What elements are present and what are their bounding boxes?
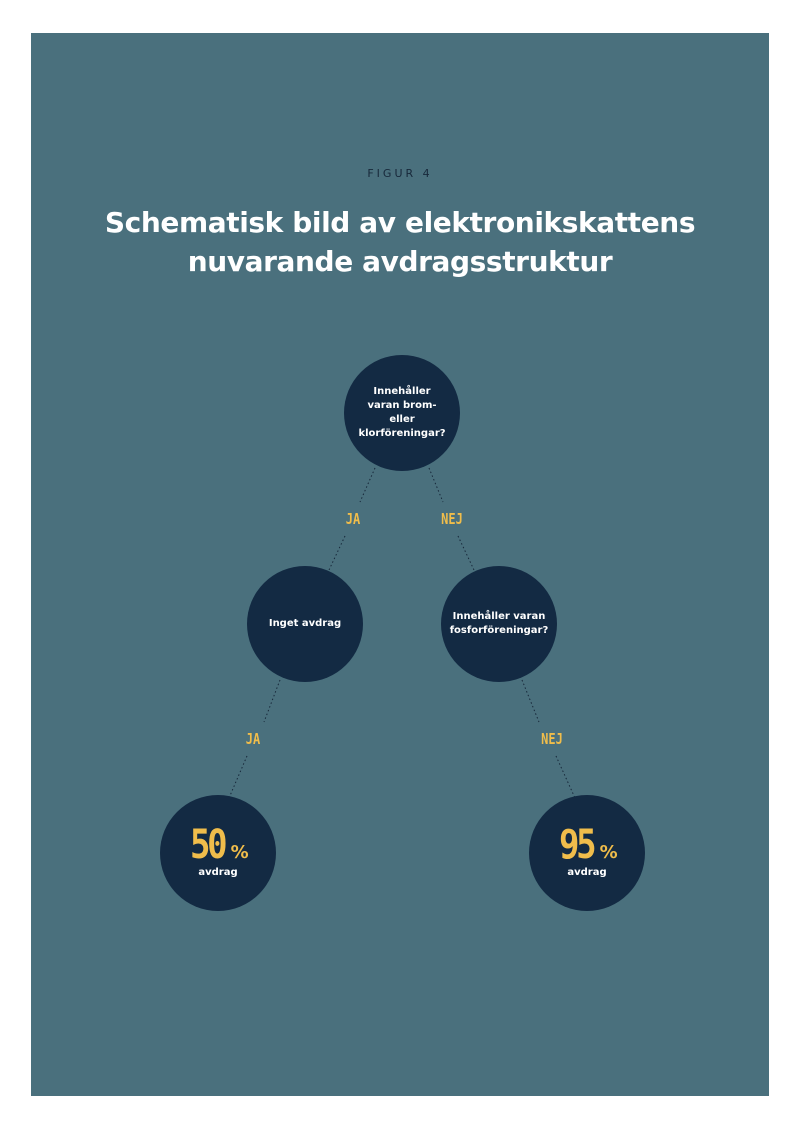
title-line-2: nuvarande avdragsstruktur <box>187 245 613 278</box>
deduction-50-unit: % <box>230 842 249 863</box>
question-node-fosfor <box>441 566 557 682</box>
connector-no-label-to-95 <box>556 756 575 798</box>
connector-no-deduction-to-yes-label <box>264 680 280 722</box>
connector-root-to-no-label <box>429 468 443 502</box>
question-node-fosfor-text: Innehåller varan fosforföreningar? <box>449 611 549 636</box>
connector-yes-label-to-no-deduction <box>329 536 345 570</box>
edge-label-second-no: NEJ <box>541 730 563 748</box>
deduction-95-caption: avdrag <box>567 867 607 878</box>
deduction-95-unit: % <box>599 842 618 863</box>
deduction-95-value: 95 <box>559 822 594 868</box>
result-node-no-deduction-text: Inget avdrag <box>268 618 342 629</box>
edge-label-root-no: NEJ <box>441 510 463 528</box>
figure-label: FIGUR 4 <box>367 167 433 180</box>
deduction-95-value-row <box>556 823 617 867</box>
connector-second-question-to-no-label <box>522 680 539 722</box>
result-node-95-percent <box>529 795 645 911</box>
deduction-50-value-row <box>187 823 248 867</box>
question-node-brom-klor <box>344 355 460 471</box>
connector-root-to-yes-label <box>360 468 375 502</box>
title-line-1: Schematisk bild av elektronikskattens <box>104 206 696 239</box>
result-node-50-percent <box>160 795 276 911</box>
deduction-50-caption: avdrag <box>198 867 238 878</box>
connector-yes-label-to-50 <box>229 756 247 798</box>
deduction-50-value: 50 <box>190 822 225 868</box>
edge-label-root-yes: JA <box>345 510 361 528</box>
question-node-brom-klor-text: Innehåller varan brom- eller klorföreningar? <box>358 386 446 439</box>
connector-no-label-to-second-question <box>458 536 474 570</box>
edge-label-second-yes: JA <box>245 730 261 748</box>
result-node-no-deduction <box>247 566 363 682</box>
